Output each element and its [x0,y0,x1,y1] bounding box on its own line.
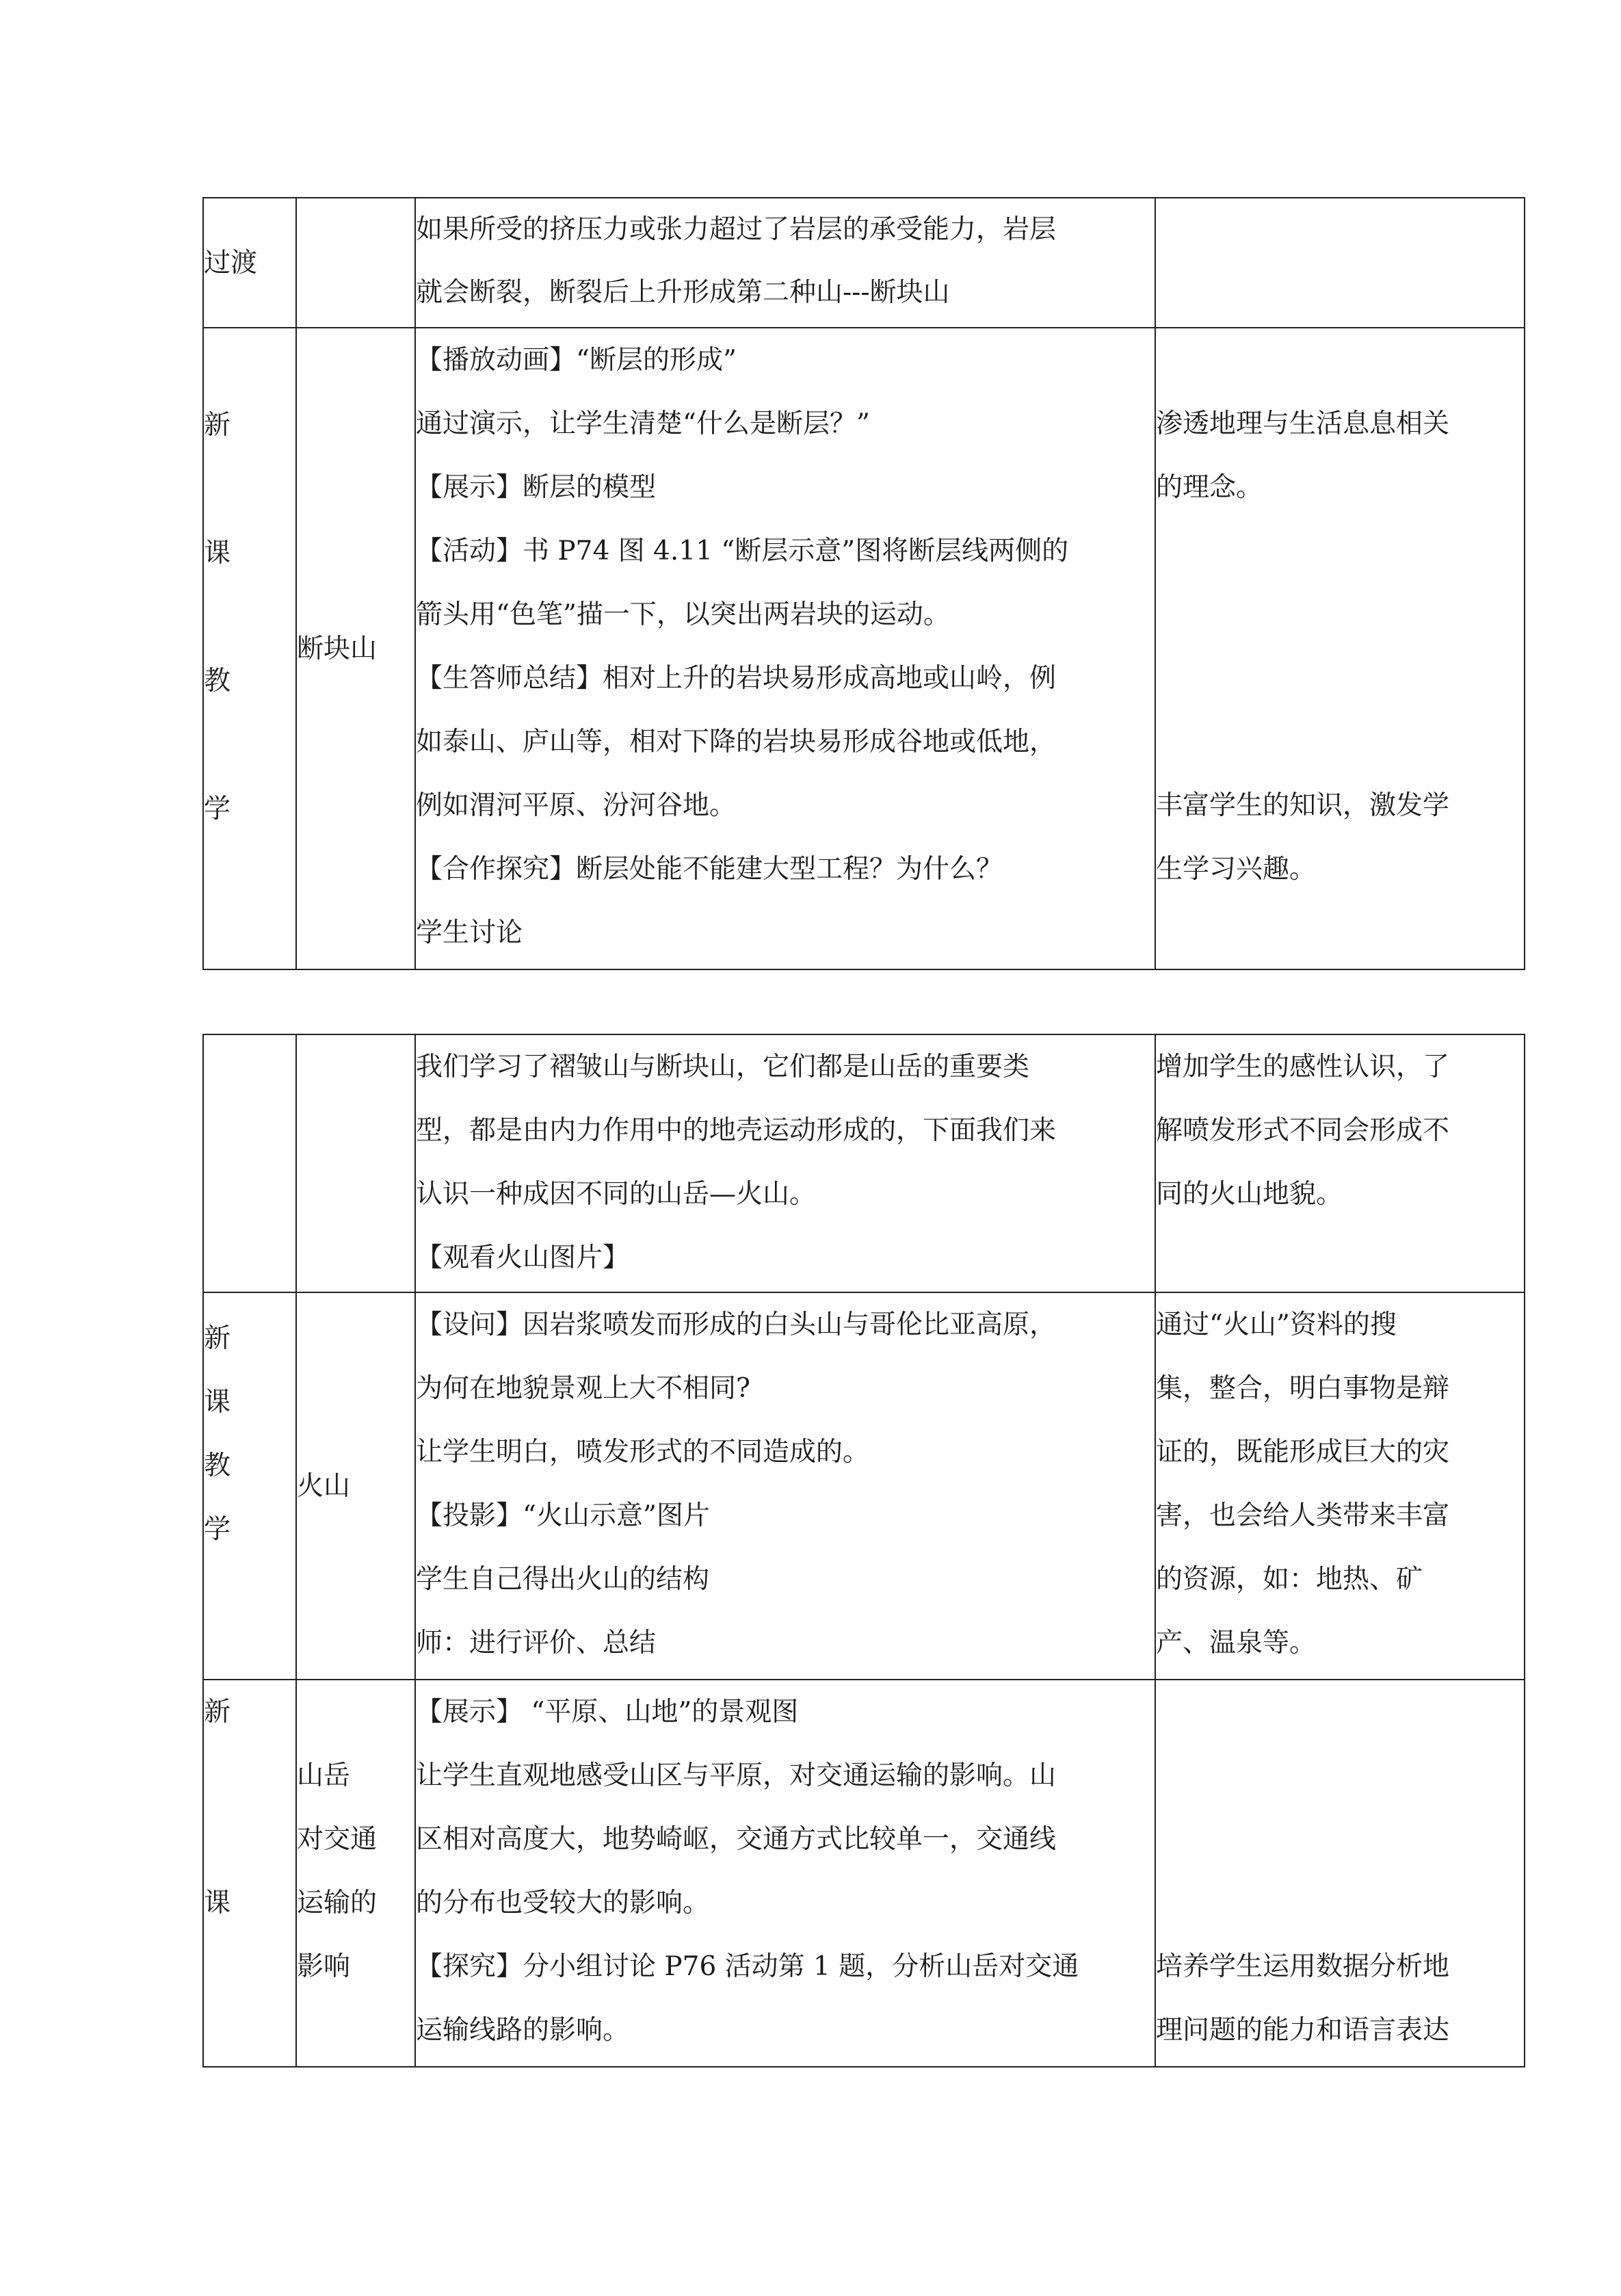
topic-line: 运输的 [297,1888,378,1918]
stage-char [204,1808,295,1871]
activity-line: 箭头用“色笔”描一下，以突出两岩块的运动。 [416,599,950,630]
activity-line: 学生讨论 [416,917,523,948]
activity-line: 通过演示，让学生清楚“什么是断层？” [416,408,870,439]
intent-line [1156,647,1524,710]
activity-line: 认识一种成因不同的山岳—火山。 [416,1179,817,1210]
topic-line: 山岳 [297,1760,351,1791]
intent-line: 通过“火山”资料的搜 [1156,1309,1397,1340]
intent-line: 解喷发形式不同会形成不 [1156,1115,1450,1146]
intent-cell [1155,1680,1525,2067]
intent-line: 的理念。 [1156,472,1263,503]
activity-line: 区相对高度大，地势崎岖，交通方式比较单一，交通线 [416,1824,1057,1855]
intent-line [1156,328,1524,392]
stage-char: 新 [204,1697,231,1727]
intent-line: 同的火山地貌。 [1156,1179,1343,1210]
stage-char: 教 [204,666,231,696]
topic-label: 火山 [297,1470,351,1502]
stage-char: 新 [204,1323,231,1354]
stage-cell [203,198,296,328]
intent-line: 害，也会给人类带来丰富 [1156,1500,1450,1531]
intent-line [1156,710,1524,774]
intent-line [1156,583,1524,647]
intent-line [1156,1871,1524,1935]
stage-cell [203,1680,296,2067]
activity-line: 【观看火山图片】 [416,1242,630,1273]
stage-cell [203,328,296,969]
intent-line [1156,1744,1524,1808]
stage-label: 过渡 [204,247,258,278]
topic-cell [296,1680,415,2067]
activity-line: 我们学习了褶皱山与断块山，它们都是山岳的重要类 [416,1052,1030,1082]
activity-line: 【探究】分小组讨论 P76 活动第 1 题，分析山岳对交通 [416,1951,1079,1982]
activity-line: 型，都是由内力作用中的地壳运动形成的，下面我们来 [416,1115,1057,1146]
activity-line: 【展示】 “平原、山地”的景观图 [416,1697,799,1727]
intent-line [1156,519,1524,583]
activity-line: 学生自己得出火山的结构 [416,1564,710,1595]
activity-line: 【生答师总结】相对上升的岩块易形成高地或山岭，例 [416,663,1057,694]
table-row [203,1034,1525,1292]
topic-cell [296,1034,415,1292]
lesson-table-2 [202,1034,1525,2067]
activity-line: 【活动】书 P74 图 4.11 “断层示意”图将断层线两侧的 [416,536,1069,566]
activity-line: 【设问】因岩浆喷发而形成的白头山与哥伦比亚高原， [416,1309,1057,1340]
intent-cell [1155,1034,1525,1292]
intent-cell [1155,1292,1525,1680]
intent-line: 理问题的能力和语言表达 [1156,2015,1450,2046]
intent-line: 增加学生的感性认识，了 [1156,1052,1450,1082]
table-row [203,1292,1525,1680]
intent-line: 培养学生运用数据分析地 [1156,1951,1450,1982]
topic-line: 对交通 [297,1824,378,1855]
activity-cell [415,1034,1155,1292]
intent-line: 生学习兴趣。 [1156,854,1317,885]
activity-line: 让学生直观地感受山区与平原，对交通运输的影响。山 [416,1760,1057,1791]
activity-cell [415,1292,1155,1680]
topic-cell [296,1292,415,1680]
activity-line: 例如渭河平原、汾河谷地。 [416,790,737,821]
stage-char [204,1744,295,1808]
activity-line: 【展示】断层的模型 [416,472,657,503]
activity-line: 师：进行评价、总结 [416,1628,657,1658]
intent-line: 的资源，如：地热、矿 [1156,1564,1423,1595]
intent-cell [1155,198,1525,328]
intent-line: 丰富学生的知识，激发学 [1156,790,1450,821]
activity-line: 【播放动画】“断层的形成” [416,345,737,376]
intent-line [1156,1808,1524,1871]
activity-line: 如泰山、庐山等，相对下降的岩块易形成谷地或低地， [416,727,1057,757]
topic-line [297,1680,414,1744]
stage-char: 学 [204,1514,231,1545]
intent-line: 集，整合，明白事物是辩 [1156,1373,1450,1404]
activity-line: 为何在地貌景观上大不相同? [416,1373,750,1404]
activity-line: 就会断裂，断裂后上升形成第二种山---断块山 [416,277,950,308]
stage-cell [203,1292,296,1680]
activity-cell [415,1680,1155,2067]
stage-char: 新 [204,410,231,441]
topic-line: 影响 [297,1951,351,1982]
intent-cell [1155,328,1525,969]
topic-label: 断块山 [297,633,378,664]
topic-cell [296,328,415,969]
intent-line: 产、温泉等。 [1156,1628,1317,1658]
intent-line: 证的，既能形成巨大的灾 [1156,1437,1450,1467]
table-row [203,198,1525,328]
stage-char: 学 [204,794,231,824]
activity-cell [415,198,1155,328]
stage-char: 教 [204,1450,231,1481]
table-row [203,328,1525,969]
stage-char: 课 [204,1888,231,1918]
stage-char: 课 [204,538,231,569]
activity-cell [415,328,1155,969]
stage-cell [203,1034,296,1292]
activity-line: 运输线路的影响。 [416,2015,630,2046]
activity-line: 让学生明白，喷发形式的不同造成的。 [416,1437,870,1467]
table-row [203,1680,1525,2067]
intent-line [1156,1680,1524,1744]
activity-line: 如果所受的挤压力或张力超过了岩层的承受能力，岩层 [416,214,1057,245]
activity-line: 的分布也受较大的影响。 [416,1888,710,1918]
lesson-table-1 [202,197,1525,970]
stage-char: 课 [204,1387,231,1418]
intent-line: 渗透地理与生活息息相关 [1156,408,1450,439]
activity-line: 【投影】“火山示意”图片 [416,1500,710,1531]
topic-cell [296,198,415,328]
activity-line: 【合作探究】断层处能不能建大型工程？为什么？ [416,854,1003,885]
